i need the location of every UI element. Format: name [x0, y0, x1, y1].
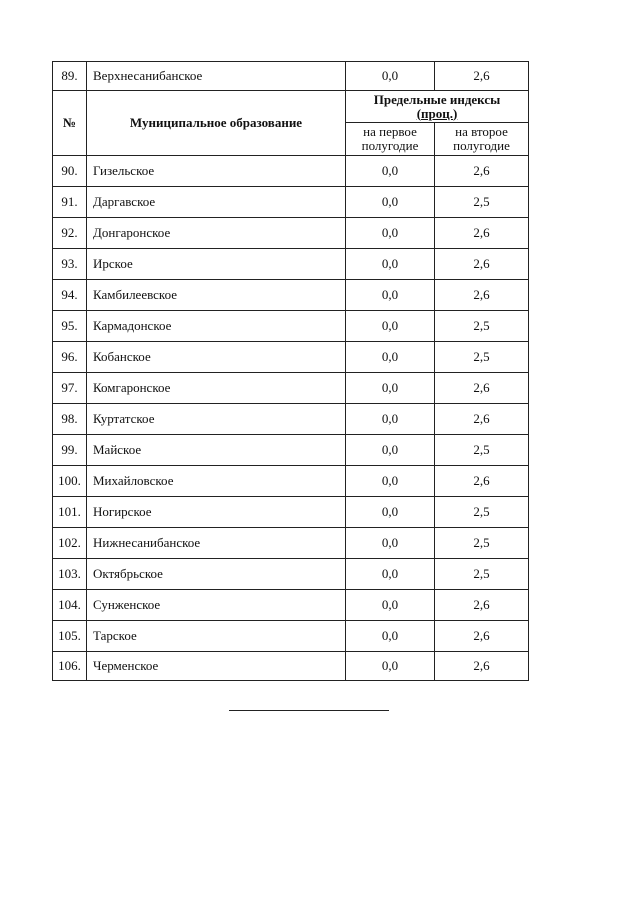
- header-second-half: [435, 123, 529, 156]
- second-half-value: 2,6: [435, 156, 529, 187]
- first-half-value: 0,0: [346, 497, 435, 528]
- second-half-value: 2,6: [435, 62, 529, 91]
- row-number: 105.: [53, 621, 87, 652]
- row-number: 95.: [53, 311, 87, 342]
- table-row: [53, 311, 529, 342]
- row-number: 90.: [53, 156, 87, 187]
- first-half-value: 0,0: [346, 652, 435, 681]
- first-half-value: 0,0: [346, 280, 435, 311]
- row-number: 96.: [53, 342, 87, 373]
- row-number: 98.: [53, 404, 87, 435]
- header-first-half-line1: на первое: [363, 124, 417, 139]
- first-half-value: 0,0: [346, 218, 435, 249]
- municipality-name: Михайловское: [87, 466, 346, 497]
- municipality-name: Октябрьское: [87, 559, 346, 590]
- row-number: 99.: [53, 435, 87, 466]
- municipality-name: Тарское: [87, 621, 346, 652]
- table-row: [53, 280, 529, 311]
- second-half-value: 2,6: [435, 404, 529, 435]
- first-half-value: 0,0: [346, 404, 435, 435]
- municipality-name: Черменское: [87, 652, 346, 681]
- first-half-value: 0,0: [346, 187, 435, 218]
- second-half-value: 2,5: [435, 311, 529, 342]
- municipality-name: Камбилеевское: [87, 280, 346, 311]
- row-number: 89.: [53, 62, 87, 91]
- table-row: [53, 559, 529, 590]
- table-body: [53, 62, 529, 681]
- second-half-value: 2,6: [435, 373, 529, 404]
- table-row: [53, 342, 529, 373]
- first-half-value: 0,0: [346, 466, 435, 497]
- table-row: [53, 218, 529, 249]
- row-number: 102.: [53, 528, 87, 559]
- first-half-value: 0,0: [346, 342, 435, 373]
- second-half-value: 2,5: [435, 497, 529, 528]
- municipality-name: Кармадонское: [87, 311, 346, 342]
- table-row: [53, 435, 529, 466]
- municipality-name: Кобанское: [87, 342, 346, 373]
- header-number: №: [53, 91, 87, 156]
- row-number: 100.: [53, 466, 87, 497]
- header-first-half-line2: полугодие: [361, 138, 419, 153]
- row-number: 94.: [53, 280, 87, 311]
- table-row: [53, 373, 529, 404]
- table-row: [53, 156, 529, 187]
- footer-divider: [229, 710, 389, 711]
- table-row: [53, 652, 529, 681]
- second-half-value: 2,6: [435, 280, 529, 311]
- first-half-value: 0,0: [346, 249, 435, 280]
- municipality-name: Ногирское: [87, 497, 346, 528]
- header-municipality: Муниципальное образование: [87, 91, 346, 156]
- municipality-name: Куртатское: [87, 404, 346, 435]
- municipality-name: Верхнесанибанское: [87, 62, 346, 91]
- indices-table: [52, 61, 529, 681]
- header-limit-indices: [346, 91, 529, 123]
- municipality-name: Донгаронское: [87, 218, 346, 249]
- header-second-half-line2: полугодие: [453, 138, 510, 153]
- header-second-half-line1: на второе: [455, 124, 508, 139]
- second-half-value: 2,6: [435, 621, 529, 652]
- header-first-half: [346, 123, 435, 156]
- municipality-name: Ирское: [87, 249, 346, 280]
- second-half-value: 2,5: [435, 435, 529, 466]
- municipality-name: Даргавское: [87, 187, 346, 218]
- first-half-value: 0,0: [346, 590, 435, 621]
- table-row: [53, 187, 529, 218]
- second-half-value: 2,6: [435, 218, 529, 249]
- table-row: [53, 404, 529, 435]
- row-number: 92.: [53, 218, 87, 249]
- first-half-value: 0,0: [346, 156, 435, 187]
- row-number: 91.: [53, 187, 87, 218]
- first-half-value: 0,0: [346, 373, 435, 404]
- header-limit-indices-unit: (проц.): [416, 105, 458, 121]
- second-half-value: 2,6: [435, 590, 529, 621]
- first-half-value: 0,0: [346, 62, 435, 91]
- row-number: 101.: [53, 497, 87, 528]
- header-limit-indices-title: Предельные индексы: [373, 91, 501, 107]
- header-row: [53, 91, 529, 123]
- second-half-value: 2,5: [435, 187, 529, 218]
- second-half-value: 2,6: [435, 652, 529, 681]
- second-half-value: 2,6: [435, 466, 529, 497]
- municipality-name: Нижнесанибанское: [87, 528, 346, 559]
- municipality-name: Сунженское: [87, 590, 346, 621]
- row-number: 93.: [53, 249, 87, 280]
- municipality-name: Комгаронское: [87, 373, 346, 404]
- first-half-value: 0,0: [346, 435, 435, 466]
- second-half-value: 2,5: [435, 559, 529, 590]
- second-half-value: 2,6: [435, 249, 529, 280]
- row-number: 97.: [53, 373, 87, 404]
- municipality-name: Гизельское: [87, 156, 346, 187]
- row-number: 103.: [53, 559, 87, 590]
- municipality-name: Майское: [87, 435, 346, 466]
- first-half-value: 0,0: [346, 621, 435, 652]
- table-row: [53, 466, 529, 497]
- first-half-value: 0,0: [346, 311, 435, 342]
- row-number: 104.: [53, 590, 87, 621]
- second-half-value: 2,5: [435, 528, 529, 559]
- row-number: 106.: [53, 652, 87, 681]
- table-row: [53, 497, 529, 528]
- table-row: [53, 62, 529, 91]
- first-half-value: 0,0: [346, 528, 435, 559]
- table-row: [53, 528, 529, 559]
- table-row: [53, 590, 529, 621]
- table-row: [53, 621, 529, 652]
- second-half-value: 2,5: [435, 342, 529, 373]
- table-row: [53, 249, 529, 280]
- first-half-value: 0,0: [346, 559, 435, 590]
